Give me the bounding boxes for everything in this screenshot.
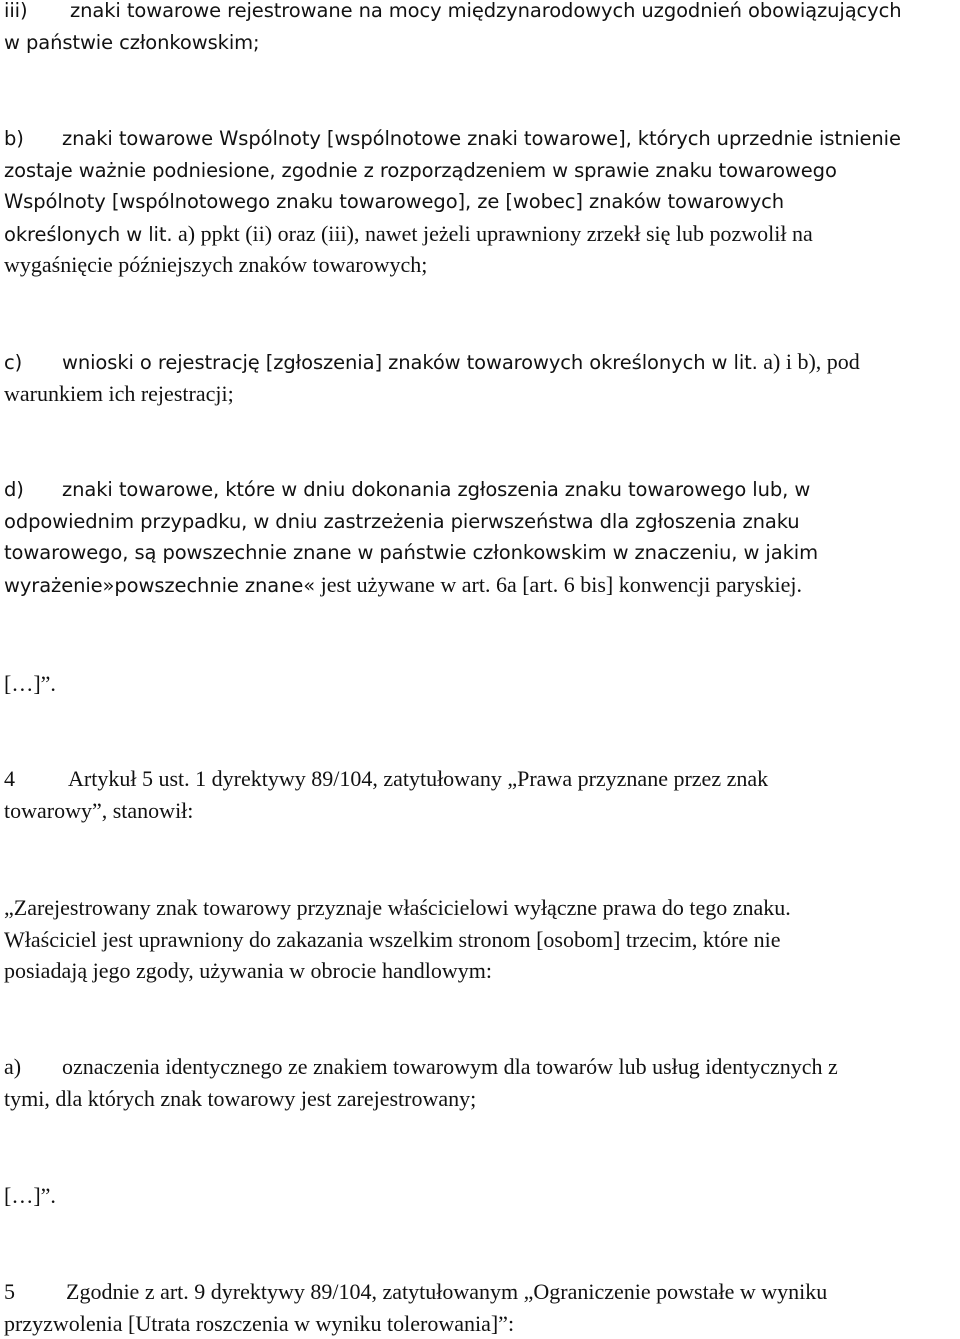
document-page [4, 0, 956, 1338]
paragraph-line: znaki towarowe rejestrowane na mocy międzynarodowych uzgodnień obowiązujących [70, 0, 902, 22]
paragraph-line: oznaczenia identycznego ze znakiem towarowym dla towarów lub usług identycznych z [62, 1054, 838, 1079]
list-marker: iii) [4, 0, 28, 22]
paragraph-line: towarowego, są powszechnie znane w państwie członkowskim w znaczeniu, w jakim [4, 541, 818, 565]
paragraph-line: Wspólnoty [wspólnotowego znaku towarowego], ze [wobec] znaków towarowych [4, 190, 785, 214]
paragraph-line: wygaśnięcie późniejszych znaków towarowych; [4, 252, 428, 278]
footnote-4 [4, 763, 956, 826]
footnote-5 [4, 1276, 956, 1339]
paragraph-line: w państwie członkowskim; [4, 30, 260, 54]
paragraph-line: Właściciel jest uprawniony do zakazania wszelkim stronom [osobom] trzecim, które nie [4, 926, 781, 952]
paragraph-line: określonych w lit. [4, 222, 173, 246]
list-marker: c) [4, 351, 23, 374]
list-item-c [4, 346, 956, 409]
paragraph-line: […]”. [4, 1183, 56, 1208]
list-marker: d) [4, 478, 24, 501]
paragraph-line: znaki towarowe Wspólnoty [wspólnotowe znaki towarowe], których uprzednie istnienie [62, 127, 901, 150]
paragraph-line: […]”. [4, 671, 56, 696]
paragraph-line: zostaje ważnie podniesione, zgodnie z rozporządzeniem w sprawie znaku towarowego [4, 158, 837, 182]
paragraph-line: posiadają jego zgody, używania w obrocie handlowym: [4, 958, 492, 984]
ellipsis-paragraph [4, 668, 956, 700]
paragraph-line: tymi, dla których znak towarowy jest zarejestrowany; [4, 1085, 477, 1111]
paragraph-line: a) ppkt (ii) oraz (iii), nawet jeżeli uprawniony zrzekł się lub pozwolił na [172, 220, 813, 246]
paragraph-line: towarowy”, stanowił: [4, 797, 194, 823]
list-item-a [4, 1051, 956, 1114]
paragraph-line: „Zarejestrowany znak towarowy przyznaje właścicielowi wyłączne prawa do tego znaku. [4, 895, 791, 920]
paragraph-line: Artykuł 5 ust. 1 dyrektywy 89/104, zatytułowany „Prawa przyznane przez znak [68, 766, 769, 791]
paragraph-line: wnioski o rejestrację [zgłoszenia] znaków towarowych określonych w lit. [62, 351, 758, 374]
list-marker: b) [4, 127, 24, 150]
list-marker: a) [4, 1054, 22, 1079]
footnote-number: 5 [4, 1279, 15, 1304]
paragraph-line: warunkiem ich rejestracji; [4, 380, 234, 406]
paragraph-line: znaki towarowe, które w dniu dokonania zgłoszenia znaku towarowego lub, w [62, 478, 811, 501]
ellipsis-paragraph [4, 1180, 956, 1212]
paragraph-line: jest używane w art. 6a [art. 6 bis] konwencji paryskiej. [315, 571, 803, 597]
paragraph-line: odpowiednim przypadku, w dniu zastrzeżenia pierwszeństwa dla zgłoszenia znaku [4, 509, 800, 533]
footnote-number: 4 [4, 766, 15, 791]
paragraph-line: Zgodnie z art. 9 dyrektywy 89/104, zatytułowanym „Ograniczenie powstałe w wyniku [66, 1279, 828, 1304]
list-item-d [4, 474, 956, 600]
list-item-b [4, 123, 956, 281]
list-item-iii [4, 0, 956, 58]
paragraph-line: przyzwolenia [Utrata roszczenia w wyniku tolerowania]”: [4, 1310, 515, 1336]
paragraph-line: a) i b), pod [757, 349, 860, 374]
paragraph-line: wyrażenie»powszechnie znane« [4, 573, 316, 597]
quoted-paragraph [4, 892, 956, 987]
